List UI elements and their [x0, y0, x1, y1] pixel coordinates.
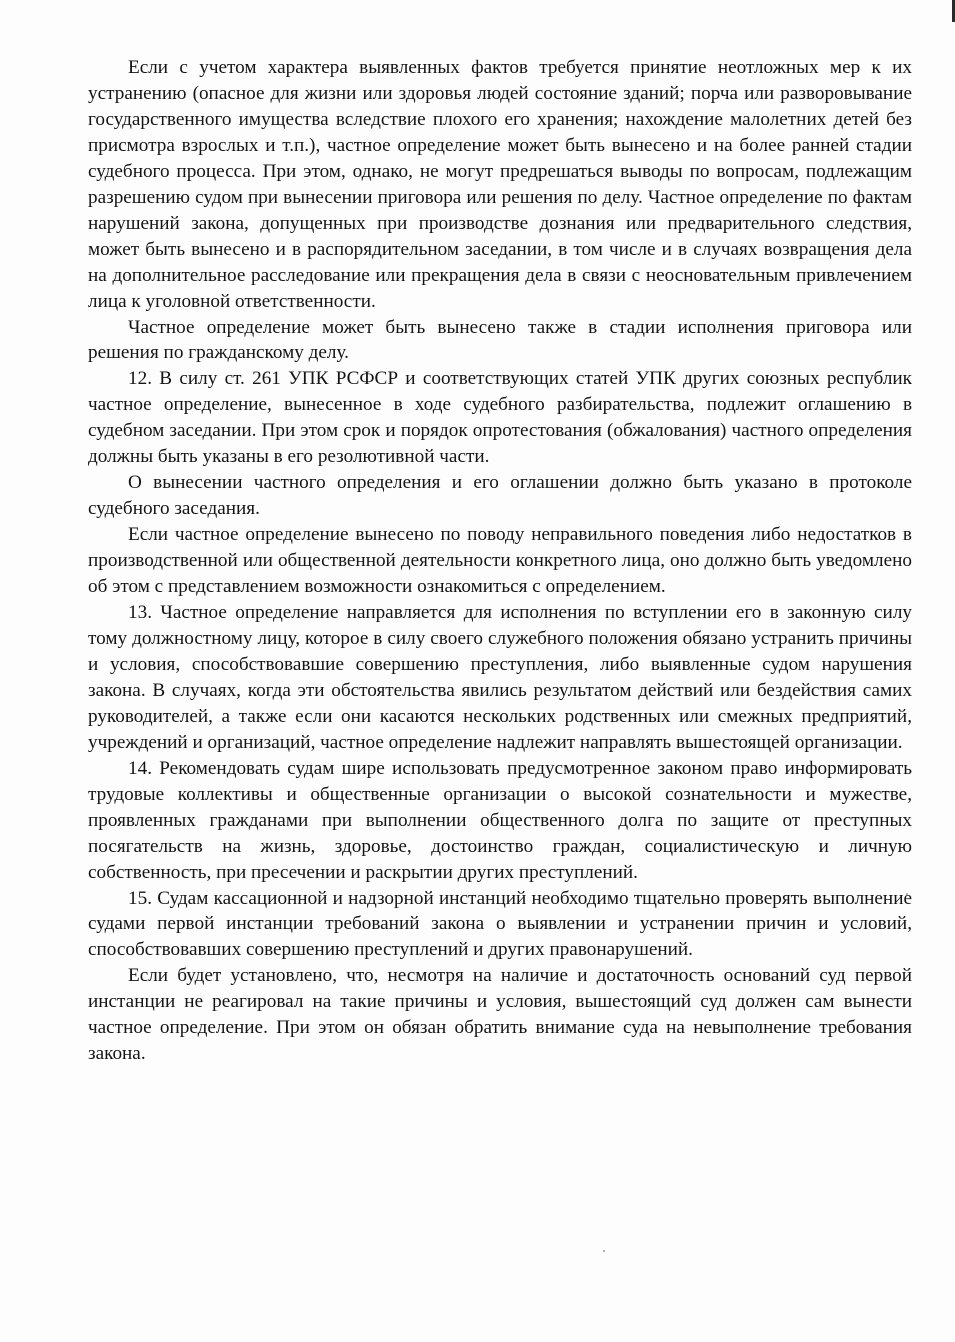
paragraph-execution-stage: Частное определение может быть вынесено также в стадии исполнения приговора или решения по гражданскому делу.	[88, 316, 912, 364]
paragraph-higher-court: Если будет установлено, что, несмотря на наличие и достаточность оснований суд первой инстанции не реагировал на такие причины и условия, вышестоящий суд должен сам вынести частное определение. При этом он обязан обратить внимание суда на невыполнение требования закона.	[88, 965, 912, 1065]
paragraph-item-15: 15. Судам кассационной и надзорной инстанций необходимо тщательно проверять выполнение судами первой инстанции требований закона о выявлении и устранении причин и условий, способствовавших совершению преступлений и других правонарушений.	[88, 887, 912, 961]
paragraph-notification: Если частное определение вынесено по поводу неправильного поведения либо недостатков в производственной или общественной деятельности конкретного лица, оно должно быть уведомлено об этом с представлением возможности ознакомиться с определением.	[88, 524, 912, 598]
paragraph-item-14: 14. Рекомендовать судам шире использовать предусмотренное законом право информировать трудовые коллективы и общественные организации о высокой сознательности и мужестве, проявленных гражданами при выполнении общественного долга по защите от преступных посягательств на жизнь, здоровье, достоинство граждан, социалистическую и личную собственность, при пресечении и раскрытии других преступлений.	[88, 757, 912, 883]
paragraph-protocol: О вынесении частного определения и его оглашении должно быть указано в протоколе судебного заседания.	[88, 472, 912, 520]
document-body	[88, 55, 912, 1067]
scan-speck	[603, 1250, 605, 1252]
paragraph-item-12: 12. В силу ст. 261 УПК РСФСР и соответствующих статей УПК других союзных республик частное определение, вынесенное в ходе судебного разбирательства, подлежит оглашению в судебном заседании. При этом срок и порядок опротестования (обжалования) частного определения должны быть указаны в его резолютивной части.	[88, 368, 912, 468]
paragraph-item-13: 13. Частное определение направляется для исполнения по вступлении его в законную силу тому должностному лицу, которое в силу своего служебного положения обязано устранить причины и условия, способствовавшие совершению преступления, либо выявленные судом нарушения закона. В случаях, когда эти обстоятельства явились результатом действий или бездействия самих руководителей, а также если они касаются нескольких родственных или смежных предприятий, учреждений и организаций, частное определение надлежит направлять вышестоящей организации.	[88, 602, 912, 753]
paragraph-early-stage: Если с учетом характера выявленных фактов требуется принятие неотложных мер к их устранению (опасное для жизни или здоровья людей состояние зданий; порча или разворовывание государственного имущества вследствие плохого его хранения; нахождение малолетних детей без присмотра взрослых и т.п.), частное определение может быть вынесено и на более ранней стадии судебного процесса. При этом, однако, не могут предрешаться выводы по вопросам, подлежащим разрешению судом при вынесении приговора или решения по делу. Частное определение по фактам нарушений закона, допущенных при производстве дознания или предварительного следствия, может быть вынесено и в распорядительном заседании, в том числе и в случаях возвращения дела на дополнительное расследование или прекращения дела в связи с неосновательным привлечением лица к уголовной ответственности.	[88, 57, 912, 312]
